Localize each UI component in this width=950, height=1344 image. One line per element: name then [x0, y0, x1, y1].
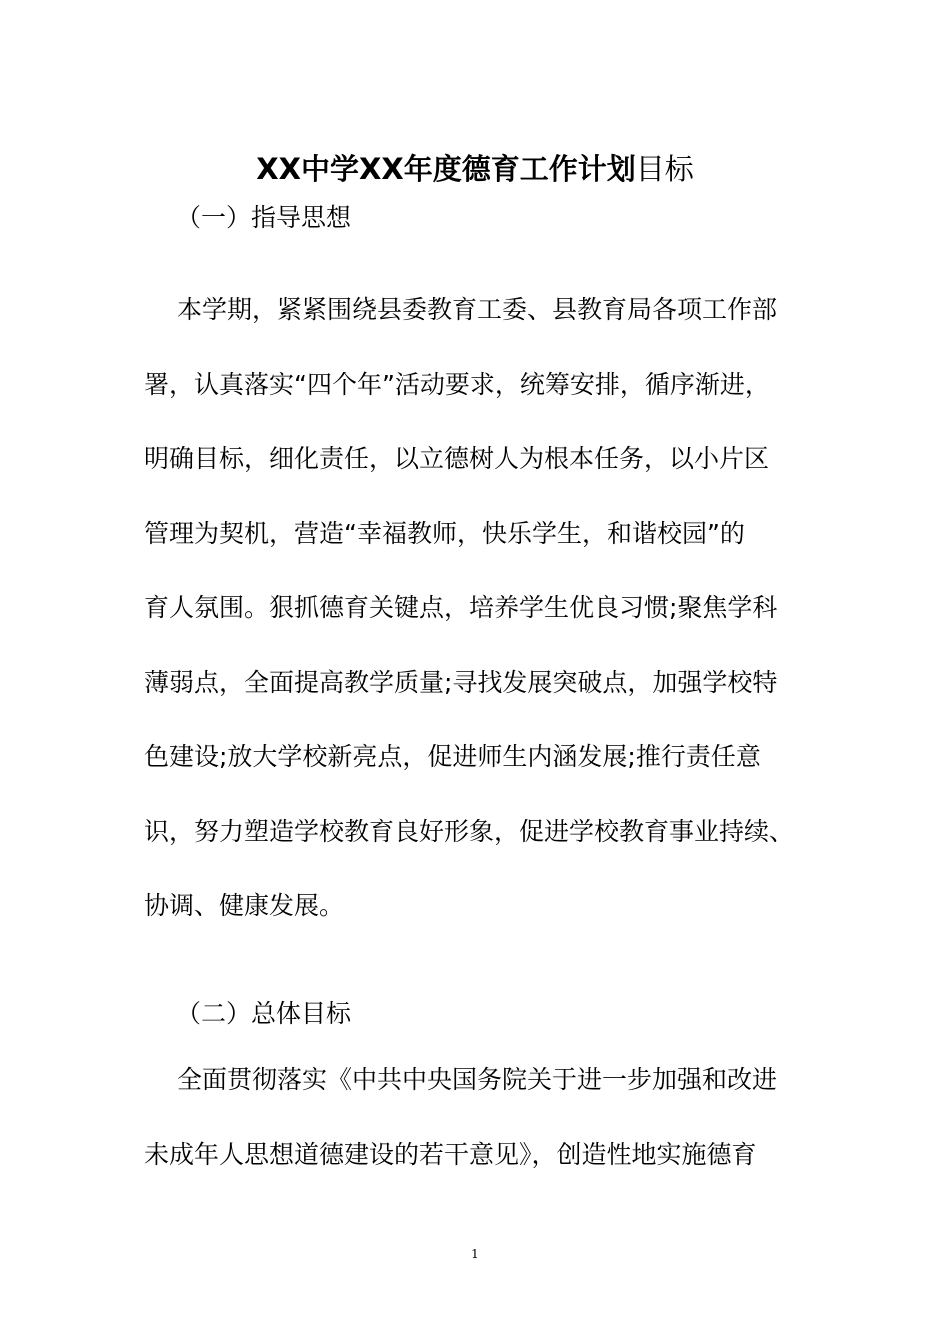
paragraph-overall-goal	[144, 1043, 804, 1192]
paragraph-line: 色建设;放大学校新亮点，促进师生内涵发展;推行责任意	[144, 742, 761, 771]
paragraph-line: 本学期，紧紧围绕县委教育工委、县教育局各项工作部	[177, 295, 778, 324]
paragraph-line: 协调、健康发展。	[144, 891, 345, 920]
paragraph-line: 育人氛围。狠抓德育关键点，培养学生优良习惯;聚焦学科	[144, 593, 778, 622]
section-heading-overall-goal: （二）总体目标	[176, 999, 352, 1028]
document-title	[0, 146, 950, 192]
section-heading-guiding-ideology: （一）指导思想	[176, 203, 352, 232]
paragraph-line: 署，认真落实“四个年”活动要求，统筹安排，循序渐进，	[144, 369, 770, 399]
paragraph-line: 管理为契机，营造“幸福教师，快乐学生，和谐校园”的	[144, 518, 745, 548]
paragraph-line: 薄弱点，全面提高教学质量;寻找发展突破点，加强学校特	[144, 667, 778, 697]
paragraph-guiding-ideology	[144, 273, 804, 944]
paragraph-line: 全面贯彻落实《中共中央国务院关于进一步加强和改进	[177, 1065, 778, 1094]
paragraph-line: 未成年人思想道德建设的若干意见》，创造性地实施德育	[144, 1139, 757, 1169]
paragraph-line: 明确目标，细化责任，以立德树人为根本任务，以小片区	[144, 444, 770, 473]
title-suffix: 目标	[635, 152, 694, 186]
page-number: 1	[471, 1247, 479, 1261]
paragraph-line: 识，努力塑造学校教育良好形象，促进学校教育事业持续、	[144, 816, 795, 846]
title-main: XX中学XX年度德育工作计划	[256, 152, 636, 186]
